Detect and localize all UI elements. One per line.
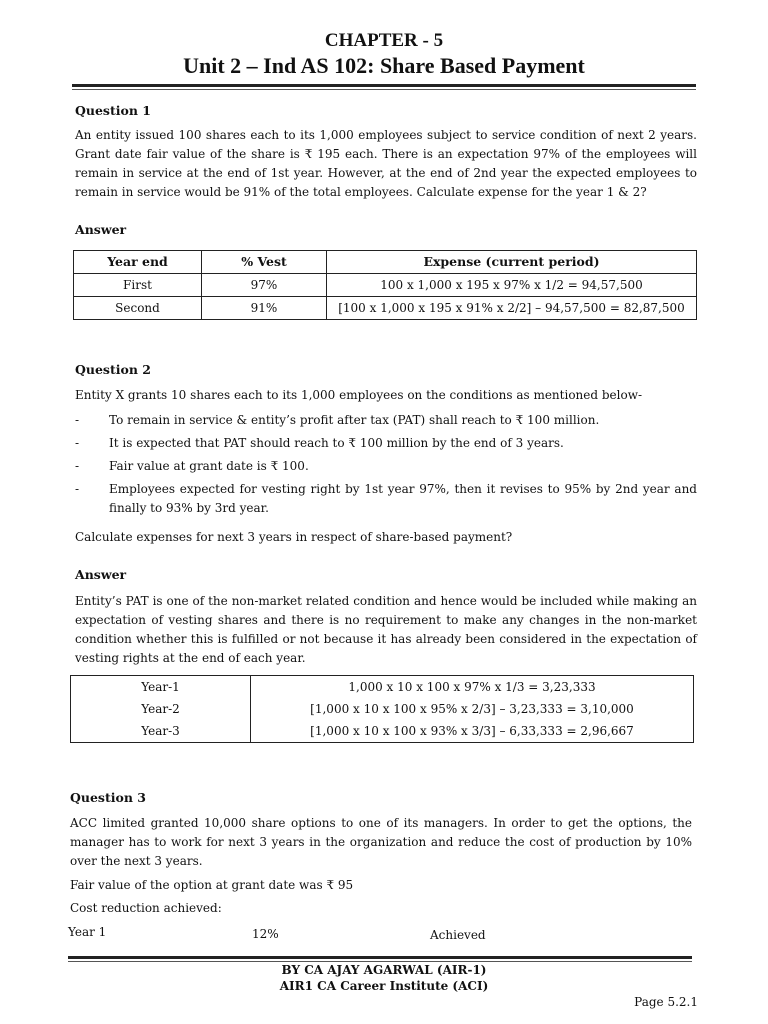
q2-answer-heading: Answer [75, 567, 127, 582]
footer-institute: AIR1 CA Career Institute (ACI) [279, 979, 489, 993]
table-cell: 91% [202, 297, 327, 320]
list-item-text: To remain in service & entity’s profit after tax (PAT) shall reach to ₹ 100 million. [109, 413, 600, 427]
table-cell: Year-2 [71, 698, 251, 720]
table-header-cell: % Vest [202, 251, 327, 274]
q1-paragraph: An entity issued 100 shares each to its 1,000 employees subject to service condition of next 2 years. Grant date fair value of the share is ₹ 195 each. There is an expectation 97% of the employees will remain in service at the end of 1st year. However, at the end of 2nd year the expected employees to remain in service would be 91% of the total employees. Calculate expense for the year 1 & 2? [75, 128, 697, 199]
page-number: Page 5.2.1 [634, 995, 698, 1009]
q2-answer-paragraph: Entity’s PAT is one of the non-market related condition and hence would be included while making an expectation of vesting shares and there is no requirement to make any changes in the non-market condition whether this is fulfilled or not because it has already been considered in the expectation of vesting rights at the end of each year. [75, 594, 697, 665]
q3-row-pct: 12% [252, 927, 279, 941]
list-item [75, 457, 697, 476]
table-row [74, 274, 697, 297]
table-header-row [74, 251, 697, 274]
list-item-text: Fair value at grant date is ₹ 100. [109, 459, 309, 473]
footer-divider-thin [68, 961, 692, 962]
table-cell: Year-1 [71, 676, 251, 699]
q3-text [70, 814, 692, 871]
table-header-cell: Expense (current period) [327, 251, 697, 274]
table-cell: Year-3 [71, 720, 251, 743]
title-divider [72, 84, 696, 87]
q1-answer-table [73, 250, 697, 320]
table-row [71, 720, 694, 743]
q2-bullet-list [75, 411, 697, 518]
list-item-text: It is expected that PAT should reach to ₹ 100 million by the end of 3 years. [109, 436, 564, 450]
dash-bullet-icon: - [75, 413, 80, 427]
list-item [75, 480, 697, 518]
list-item [75, 434, 697, 453]
q3-paragraph: ACC limited granted 10,000 share options to one of its managers. In order to get the options, the manager has to work for next 3 years in the organization and reduce the cost of production by 10% over the next 3 years. [70, 816, 692, 868]
table-cell: 1,000 x 10 x 100 x 97% x 1/3 = 3,23,333 [251, 676, 694, 699]
dash-bullet-icon: - [75, 459, 80, 473]
table-row [74, 297, 697, 320]
table-cell: 97% [202, 274, 327, 297]
table-header-cell: Year end [74, 251, 202, 274]
q3-heading: Question 3 [70, 790, 146, 805]
footer-divider [68, 956, 692, 959]
chapter-title: CHAPTER - 5 [324, 30, 444, 51]
table-row [71, 698, 694, 720]
table-cell: 100 x 1,000 x 195 x 97% x 1/2 = 94,57,500 [327, 274, 697, 297]
q2-answer-table [70, 675, 694, 743]
q2-heading: Question 2 [75, 362, 151, 377]
q1-answer-heading: Answer [75, 222, 127, 237]
list-item [75, 411, 697, 430]
q2-intro: Entity X grants 10 shares each to its 1,000 employees on the conditions as mentioned below- [75, 388, 643, 402]
unit-title: Unit 2 – Ind AS 102: Share Based Payment [183, 53, 585, 78]
table-cell: First [74, 274, 202, 297]
dash-bullet-icon: - [75, 482, 80, 496]
q3-cost-reduction: Cost reduction achieved: [70, 901, 222, 915]
table-row [71, 676, 694, 699]
q2-answer-text [75, 592, 697, 668]
table-cell: [100 x 1,000 x 195 x 91% x 2/2] – 94,57,500 = 82,87,500 [327, 297, 697, 320]
table-cell: [1,000 x 10 x 100 x 93% x 3/3] – 6,33,333 = 2,96,667 [251, 720, 694, 743]
title-divider-thin [72, 89, 696, 90]
q3-fair-value: Fair value of the option at grant date was ₹ 95 [70, 878, 354, 892]
q3-row-year: Year 1 [68, 925, 107, 939]
q1-heading: Question 1 [75, 103, 151, 118]
table-cell: [1,000 x 10 x 100 x 95% x 2/3] – 3,23,333 = 3,10,000 [251, 698, 694, 720]
q1-text [75, 126, 697, 202]
list-item-text: Employees expected for vesting right by 1st year 97%, then it revises to 95% by 2nd year and finally to 93% by 3rd year. [109, 482, 697, 515]
dash-bullet-icon: - [75, 436, 80, 450]
q3-row-status: Achieved [430, 928, 486, 942]
q2-question: Calculate expenses for next 3 years in respect of share-based payment? [75, 530, 513, 544]
footer-author: BY CA AJAY AGARWAL (AIR-1) [281, 963, 487, 977]
table-cell: Second [74, 297, 202, 320]
